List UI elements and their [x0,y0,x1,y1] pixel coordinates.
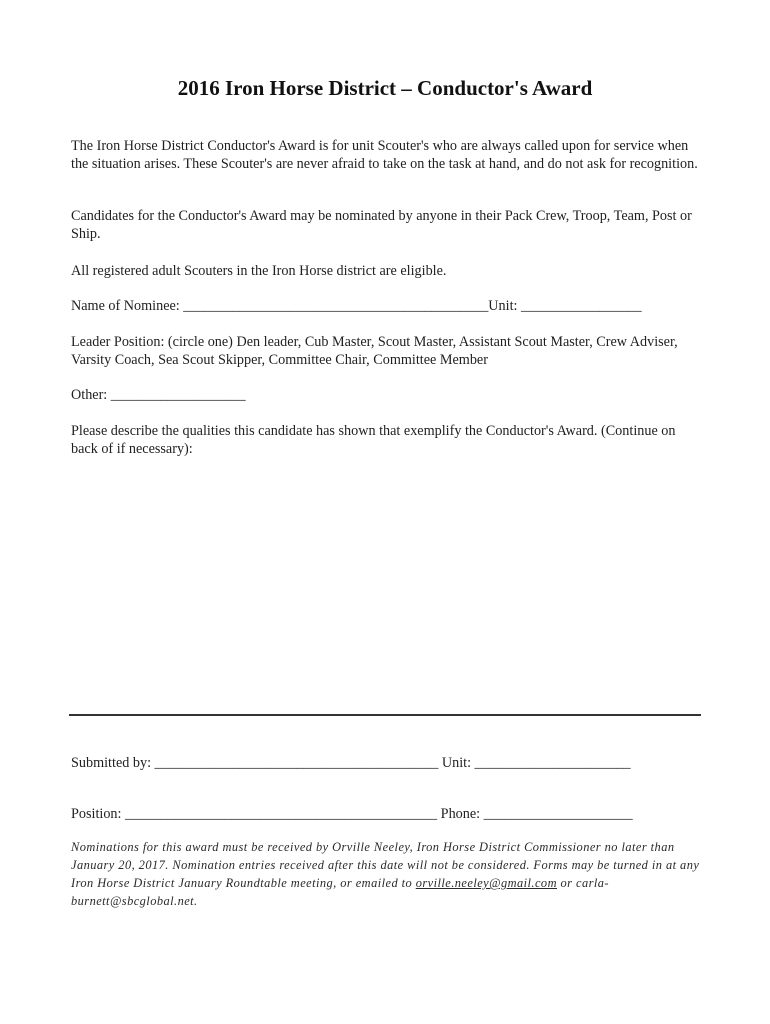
section-divider [69,714,701,716]
intro-paragraph: The Iron Horse District Conductor's Award is for unit Scouter's who are always called upon for service when the situation arises. These Scouter's are never afraid to take on the task at hand, and do not ask for recognition. [71,138,698,172]
describe-prompt: Please describe the qualities this candidate has shown that exemplify the Conductor's Award. (Continue on back of if necessary): [71,423,676,457]
other-field-line: Other: ___________________ [71,387,246,403]
leader-position-paragraph: Leader Position: (circle one) Den leader, Cub Master, Scout Master, Assistant Scout Master, Crew Adviser, Varsity Coach, Sea Scout Skipper, Committee Chair, Committee Member [71,334,678,368]
eligibility-paragraph: All registered adult Scouters in the Iron Horse district are eligible. [71,263,447,279]
deadline-note [71,838,701,910]
note-text-prefix: Nominations for this award must be received by Orville Neeley, Iron Horse District Commissioner no later than January 20, 2017. Nomination entries received after this date will not be considered. Forms may be turned in at any Iron Horse District January Roundtable meeting, or emailed to [71,840,700,890]
candidates-paragraph: Candidates for the Conductor's Award may be nominated by anyone in their Pack Crew, Troop, Team, Post or Ship. [71,208,692,242]
nominee-field-line: Name of Nominee: ___________________________________________Unit: _________________ [71,298,642,314]
email-link[interactable]: orville.neeley@gmail.com [415,876,557,890]
submitted-by-field-line: Submitted by: ________________________________________ Unit: ______________________ [71,755,631,771]
position-phone-field-line: Position: ____________________________________________ Phone: _____________________ [71,806,633,822]
page-title: 2016 Iron Horse District – Conductor's Award [177,76,593,100]
note-text-suffix: or carla-burnett@sbcglobal.net. [71,876,609,908]
